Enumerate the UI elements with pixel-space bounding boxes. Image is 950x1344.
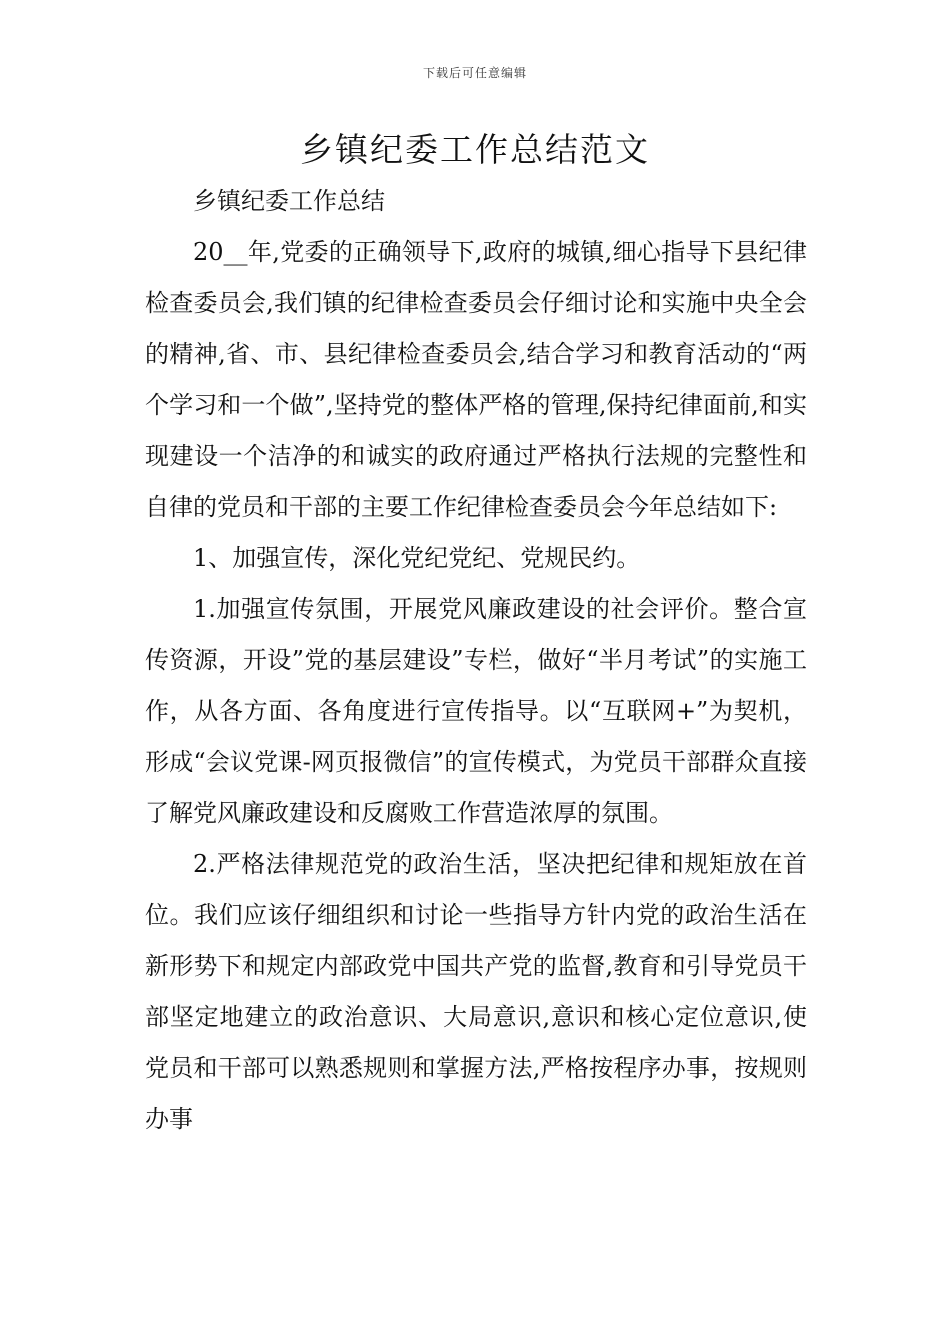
paragraph-subtitle: 乡镇纪委工作总结	[193, 187, 385, 215]
document-title: 乡镇纪委工作总结范文	[300, 130, 650, 169]
paragraph-section-heading: 1、加强宣传，深化党纪党纪、党规民约。	[193, 544, 641, 572]
paragraph-item-1: 1.加强宣传氛围，开展党风廉政建设的社会评价。整合宣传资源，开设”党的基层建设”专栏，做好“半月考试”的实施工作，从各方面、各角度进行宣传指导。以“互联网+”为契机，形成“会议党课-网页报微信”的宣传模式，为党员干部群众直接了解党风廉政建设和反腐败工作营造浓厚的氛围。	[145, 595, 807, 827]
paragraph-item-2: 2.严格法律规范党的政治生活，坚决把纪律和规矩放在首位。我们应该仔细组织和讨论一些指导方针内党的政治生活在新形势下和规定内部政党中国共产党的监督,教育和引导党员干部坚定地建立的政治意识、大局意识,意识和核心定位意识,使党员和干部可以熟悉规则和掌握方法,严格按程序办事，按规则办事	[145, 850, 807, 1133]
document-body	[145, 176, 807, 1145]
paragraph-intro: 20__年,党委的正确领导下,政府的城镇,细心指导下县纪律检查委员会,我们镇的纪律检查委员会仔细讨论和实施中央全会的精神,省、市、县纪律检查委员会,结合学习和教育活动的“两个学习和一个做”,坚持党的整体严格的管理,保持纪律面前,和实现建设一个洁净的和诚实的政府通过严格执行法规的完整性和自律的党员和干部的主要工作纪律检查委员会今年总结如下:	[145, 238, 807, 521]
page-header-note: 下载后可任意编辑	[422, 66, 527, 80]
